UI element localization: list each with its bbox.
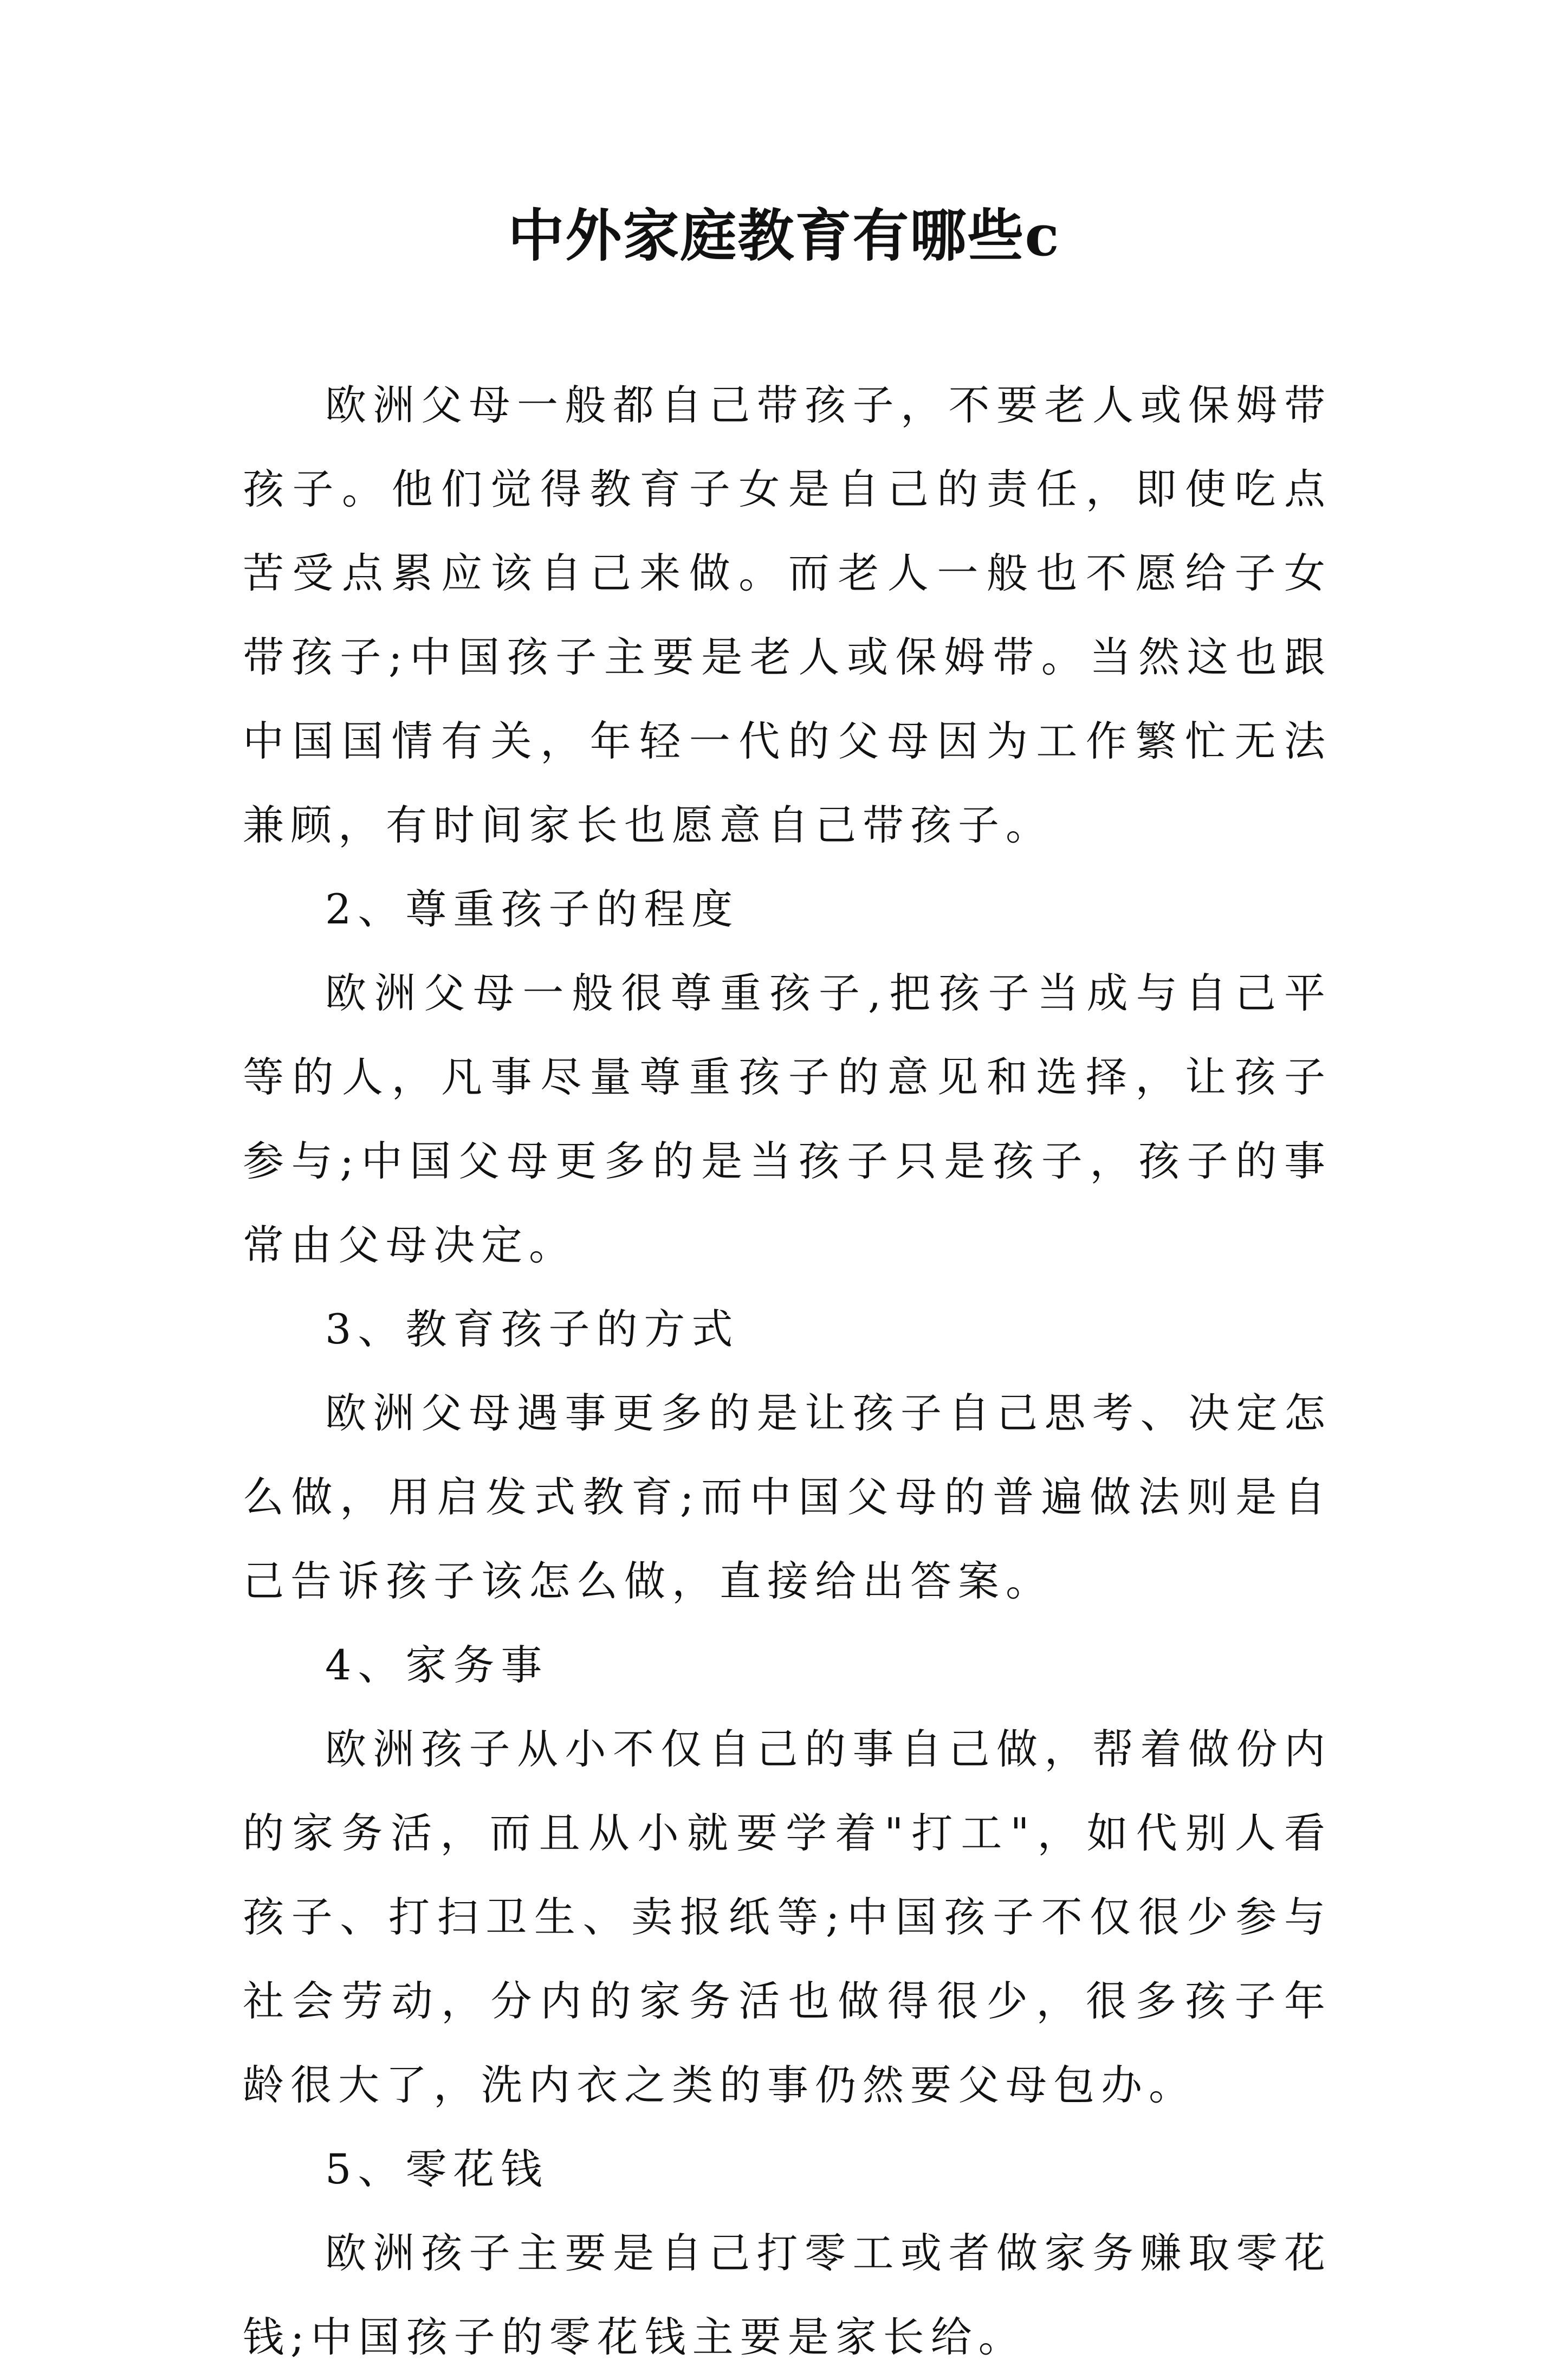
section-heading-respect: 2、尊重孩子的程度	[325, 885, 740, 933]
paragraph-respect: 欧洲父母一般很尊重孩子,把孩子当成与自己平等的人，凡事尽量尊重孩子的意见和选择，让孩子参与;中国父母更多的是当孩子只是孩子，孩子的事常由父母决定。	[243, 969, 1332, 1269]
section-heading-housework: 4、家务事	[325, 1641, 549, 1689]
section-heading-pocket-money: 5、零花钱	[325, 2145, 549, 2193]
section-heading-education-method: 3、教育孩子的方式	[325, 1305, 740, 1353]
paragraph-childcare: 欧洲父母一般都自己带孩子，不要老人或保姆带孩子。他们觉得教育子女是自己的责任，即使吃点苦受点累应该自己来做。而老人一般也不愿给子女带孩子;中国孩子主要是老人或保姆带。当然这也跟中国国情有关，年轻一代的父母因为工作繁忙无法兼顾，有时间家长也愿意自己带孩子。	[243, 381, 1332, 849]
paragraph-education-method: 欧洲父母遇事更多的是让孩子自己思考、决定怎么做，用启发式教育;而中国父母的普遍做法则是自己告诉孩子该怎么做，直接给出答案。	[243, 1389, 1332, 1605]
document-body	[243, 363, 1332, 2379]
document-title: 中外家庭教育有哪些c	[508, 202, 1060, 269]
paragraph-pocket-money: 欧洲孩子主要是自己打零工或者做家务赚取零花钱;中国孩子的零花钱主要是家长给。	[243, 2229, 1332, 2361]
paragraph-housework: 欧洲孩子从小不仅自己的事自己做，帮着做份内的家务活，而且从小就要学着"打工"，如代别人看孩子、打扫卫生、卖报纸等;中国孩子不仅很少参与社会劳动，分内的家务活也做得很少，很多孩子年龄很大了，洗内衣之类的事仍然要父母包办。	[243, 1725, 1332, 2109]
